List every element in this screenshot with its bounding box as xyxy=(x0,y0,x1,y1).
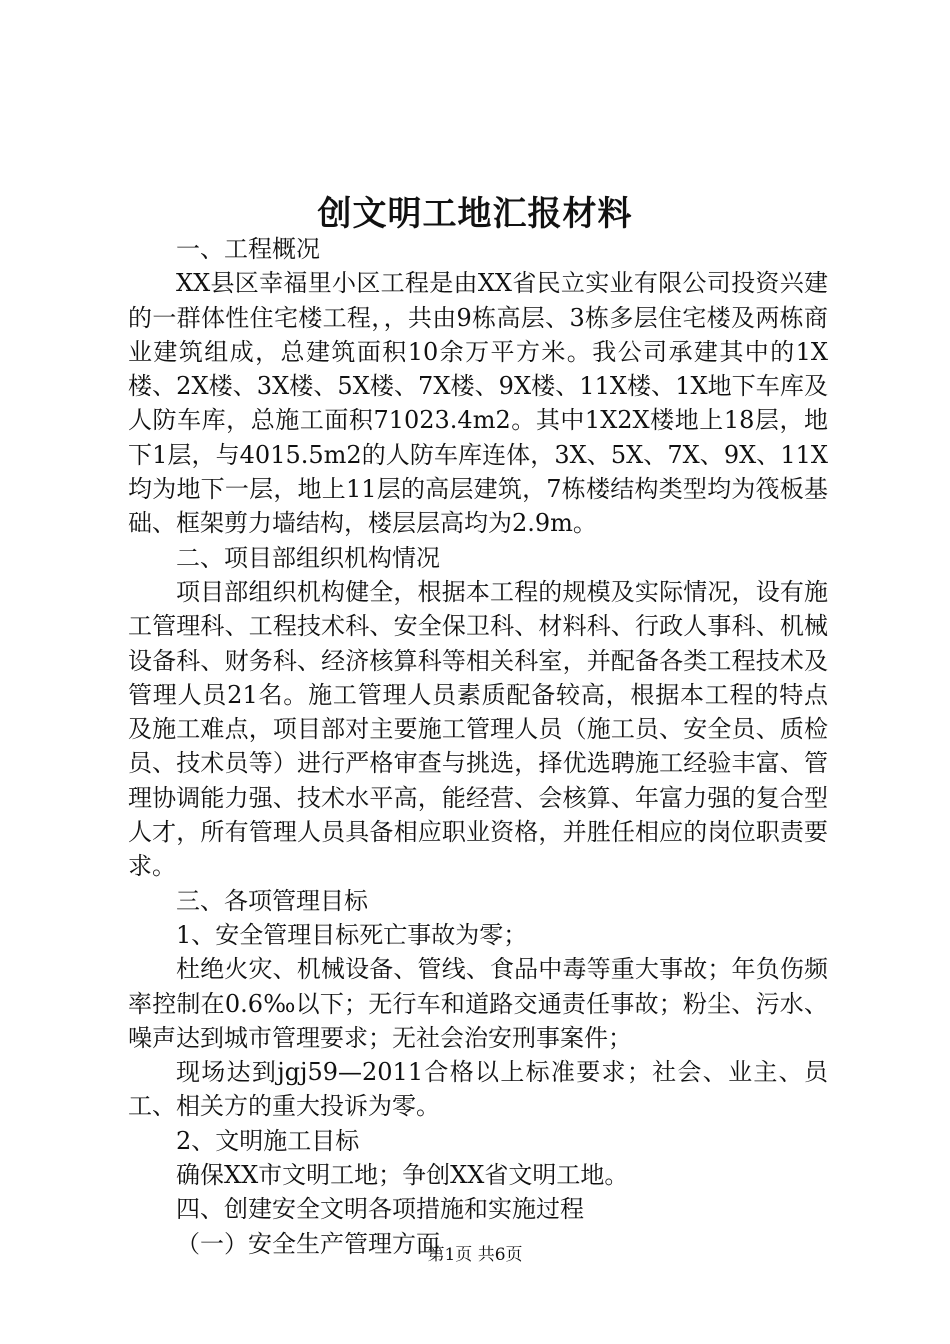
paragraph-site-standard: 现场达到jgj59—2011合格以上标准要求；社会、业主、员工、相关方的重大投诉为零。 xyxy=(128,1058,828,1121)
subheading-civilized-construction-goal: 2、文明施工目标 xyxy=(176,1126,360,1155)
document-body xyxy=(128,232,828,1261)
paragraph-organization: 项目部组织机构健全，根据本工程的规模及实际情况，设有施工管理科、工程技术科、安全保卫科、材料科、行政人事科、机械设备科、财务科、经济核算科等相关科室，并配备各类工程技术及管理人员21名。施工管理人员素质配备较高，根据本工程的特点及施工难点，项目部对主要施工管理人员（施工员、安全员、质检员、技术员等）进行严格审查与挑选，择优选聘施工经验丰富、管理协调能力强、技术水平高，能经营、会核算、年富力强的复合型人才，所有管理人员具备相应职业资格，并胜任相应的岗位职责要求。 xyxy=(128,577,828,881)
heading-management-goals: 三、各项管理目标 xyxy=(176,886,368,915)
paragraph-safety-goal: 杜绝火灾、机械设备、管线、食品中毒等重大事故；年负伤频率控制在0.6‰以下；无行车和道路交通责任事故；粉尘、污水、噪声达到城市管理要求；无社会治安刑事案件； xyxy=(128,955,828,1052)
heading-measures: 四、创建安全文明各项措施和实施过程 xyxy=(176,1195,584,1224)
paragraph-civilized-construction-goal: 确保XX市文明工地；争创XX省文明工地。 xyxy=(176,1161,629,1190)
subheading-safety-goal: 1、安全管理目标死亡事故为零； xyxy=(176,920,528,949)
paragraph-project-overview: XX县区幸福里小区工程是由XX省民立实业有限公司投资兴建的一群体性住宅楼工程，，共由9栋高层、3栋多层住宅楼及两栋商业建筑组成，总建筑面积10余万平方米。我公司承建其中的1X楼、2X楼、3X楼、5X楼、7X楼、9X楼、11X楼、1X地下车库及人防车库，总施工面积71023.4m2。其中1X2X楼地上18层，地下1层，与4015.5m2的人防车库连体，3X、5X、7X、9X、11X均为地下一层，地上11层的高层建筑，7栋楼结构类型均为筏板基础、框架剪力墙结构，楼层层高均为2.9m。 xyxy=(128,269,828,538)
document-title: 创文明工地汇报材料 xyxy=(317,194,633,234)
page-footer: 第1页 共6页 xyxy=(427,1245,523,1265)
heading-project-overview: 一、工程概况 xyxy=(176,235,320,263)
subheading-safety-production: （一）安全生产管理方面 xyxy=(176,1229,440,1258)
heading-organization: 二、项目部组织机构情况 xyxy=(176,543,440,572)
